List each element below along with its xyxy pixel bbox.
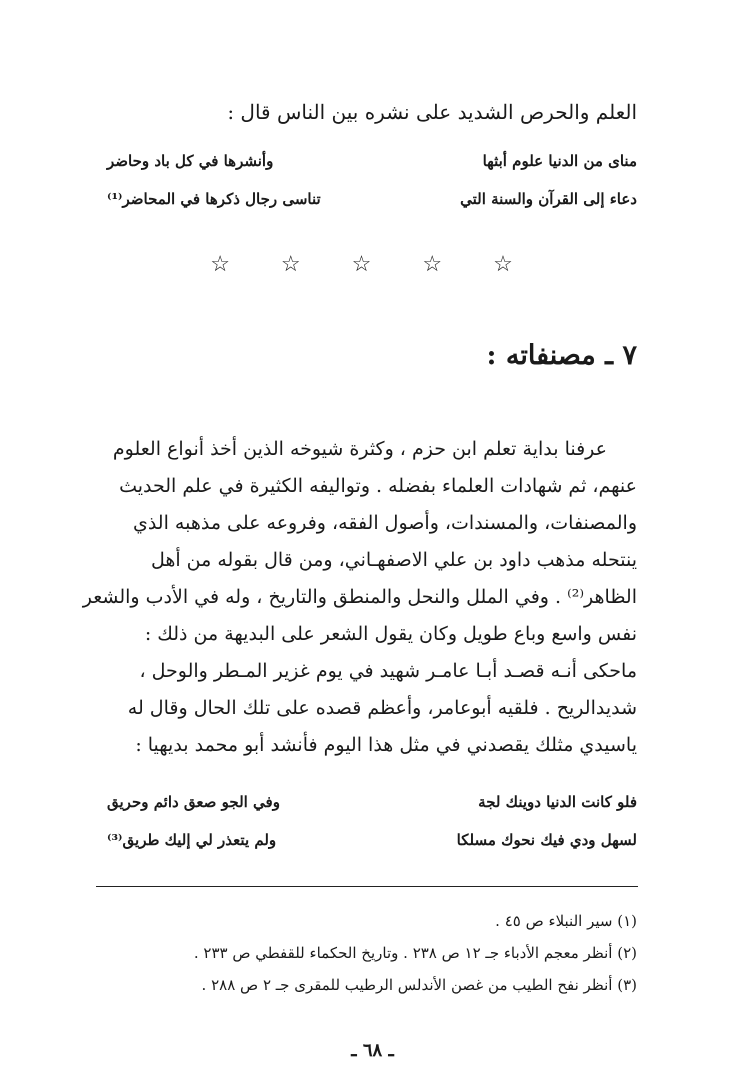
- poem1-verse-1: [107, 152, 637, 182]
- page-number: ـ ٦٨ ـ: [351, 1040, 394, 1061]
- poem1-verse-2-second: تناسى رجال ذكرها في المحاضر⁽¹⁾: [107, 190, 321, 208]
- paragraph-line: شديدالريح . فلقيه أبوعامر، وأعظم قصده على تلك الحال وقال له: [127, 697, 637, 719]
- poem2-verse-2-second: ولم يتعذر لي إليك طريق⁽³⁾: [107, 831, 277, 849]
- poem1-verse-1-first: مناى من الدنيا علوم أبثها: [482, 152, 637, 170]
- section-separator-stars: ☆ ☆ ☆ ☆ ☆: [210, 252, 535, 277]
- poem2-verse-1: [107, 793, 637, 823]
- footnote-1: (١) سير النبلاء ص ٤٥ .: [495, 912, 637, 930]
- paragraph-line: الظاهر⁽²⁾ . وفي الملل والنحل والمنطق والتاريخ ، وله في الأدب والشعر: [82, 586, 637, 608]
- intro-line: العلم والحرص الشديد على نشره بين الناس قال :: [227, 100, 637, 124]
- paragraph-line: ماحكى أنـه قصـد أبـا عامـر شهيد في يوم غزير المـطر والوحل ،: [139, 660, 637, 682]
- poem1-verse-2-first: دعاء إلى القرآن والسنة التي: [460, 190, 637, 208]
- poem2-verse-2-first: لسهل ودي فيك نحوك مسلكا: [456, 831, 637, 849]
- poem2-verse-1-second: وفي الجو صعق دائم وحريق: [107, 793, 280, 811]
- poem2-verse-2: [107, 831, 637, 861]
- poem1-verse-2: [107, 190, 637, 220]
- footnote-3: (٣) أنظر نفح الطيب من غصن الأندلس الرطيب للمقرى جـ ٢ ص ٢٨٨ .: [201, 976, 637, 994]
- poem2-verse-1-first: فلو كانت الدنيا دوينك لجة: [478, 793, 637, 811]
- section-heading: ٧ ـ مصنفاته :: [486, 340, 637, 371]
- paragraph-line: عرفنا بداية تعلم ابن حزم ، وكثرة شيوخه الذين أخذ أنواع العلوم: [112, 438, 607, 460]
- footnote-2: (٢) أنظر معجم الأدباء جـ ١٢ ص ٢٣٨ . وتاريخ الحكماء للقفطي ص ٢٣٣ .: [193, 944, 637, 962]
- poem1-verse-1-second: وأنشرها في كل باد وحاضر: [107, 152, 274, 170]
- paragraph-line: ينتحله مذهب داود بن علي الاصفهـاني، ومن قال بقوله من أهل: [150, 549, 637, 571]
- paragraph-line: والمصنفات، والمسندات، وأصول الفقه، وفروعه على مذهبه الذي: [132, 512, 637, 534]
- paragraph-line: عنهم، ثم شهادات العلماء بفضله . وتواليفه الكثيرة في علم الحديث: [119, 475, 637, 497]
- footnote-divider: [96, 886, 638, 887]
- paragraph-line: نفس واسع وباع طويل وكان يقول الشعر على البديهة من ذلك :: [144, 623, 637, 645]
- paragraph-line: ياسيدي مثلك يقصدني في مثل هذا اليوم فأنشد أبو محمد بديهيا :: [135, 734, 637, 756]
